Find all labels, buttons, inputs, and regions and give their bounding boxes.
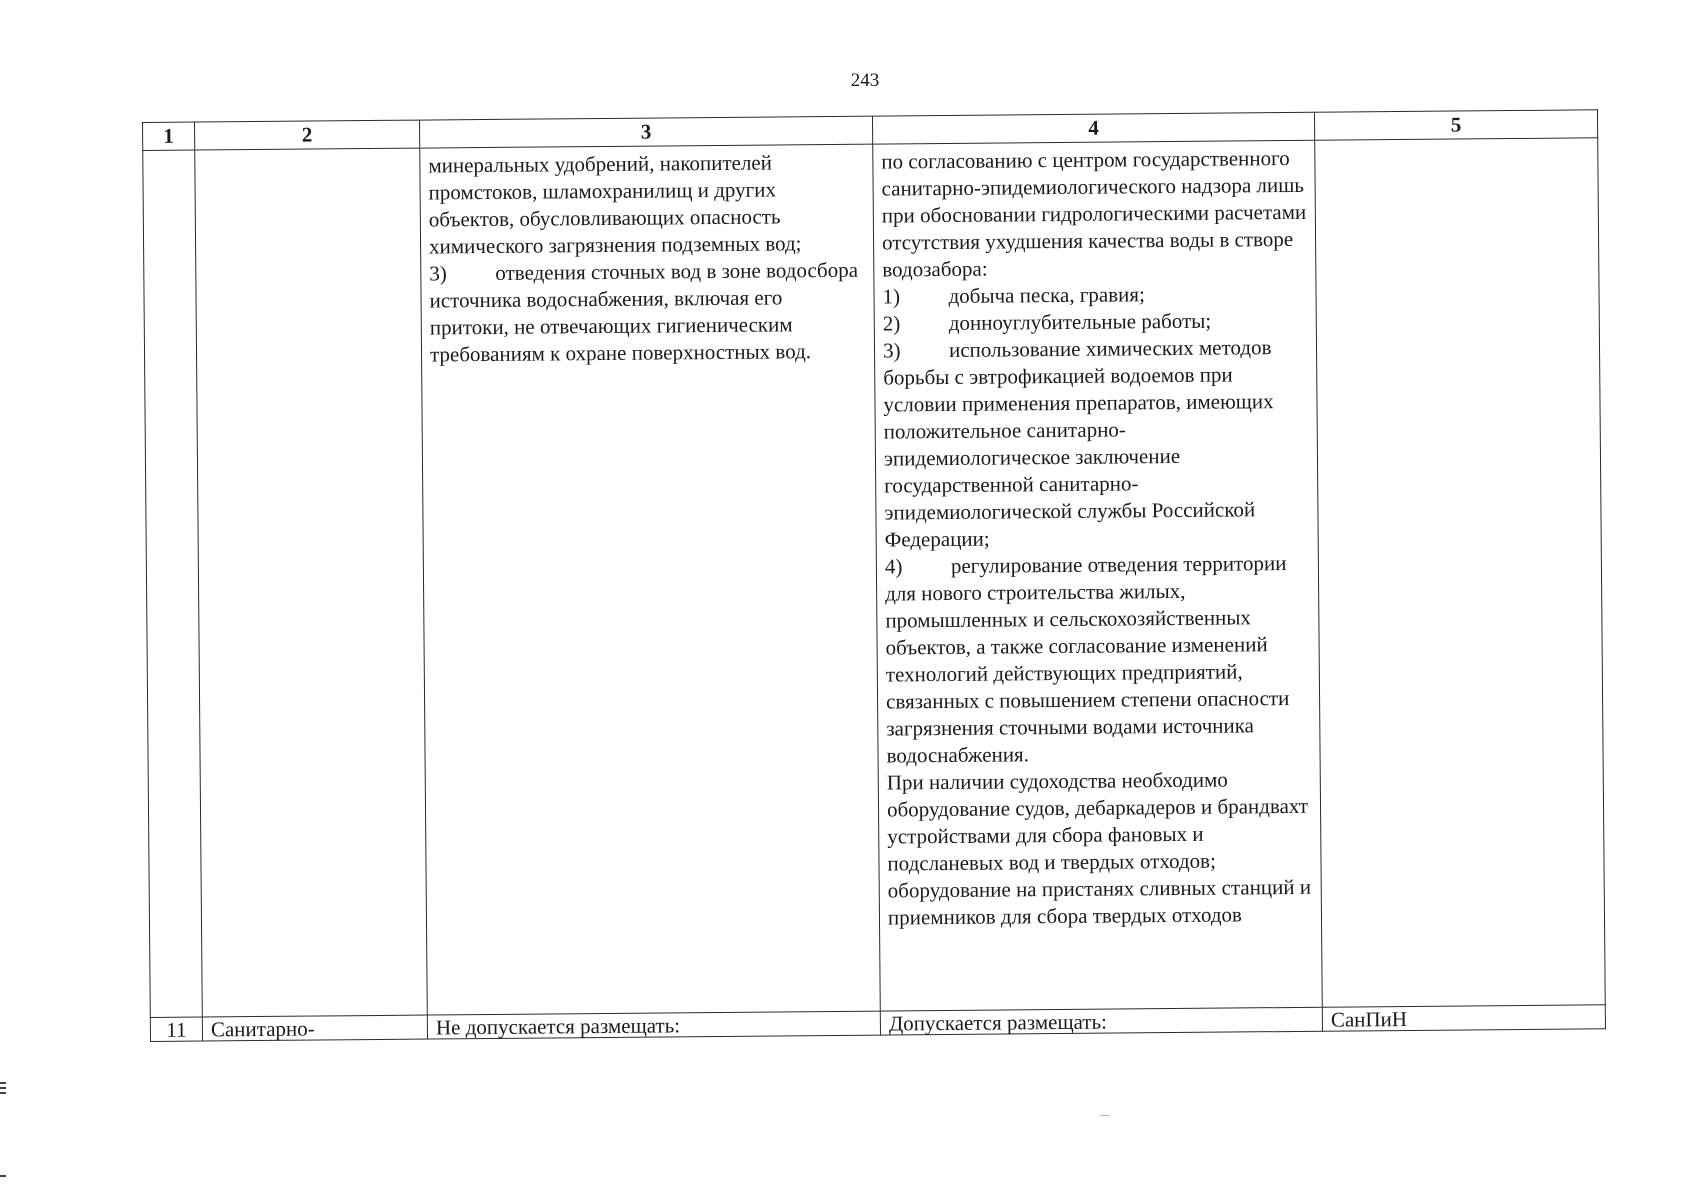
cell-number xyxy=(143,150,203,1017)
permitted-intro: по согласованию с центром государственного санитарно-эпидемиологического надзора лишь при обосновании гидрологическими расчетами отсутствия ухудшения качества воды в створе водозабора: xyxy=(881,145,1307,282)
cell-zone-name xyxy=(195,148,428,1017)
cell-reference: СанПиН xyxy=(1322,1005,1605,1031)
item-number: 1) xyxy=(882,284,901,309)
margin-mark xyxy=(0,1175,6,1177)
permitted-item-3 xyxy=(883,334,1310,554)
permitted-item-1 xyxy=(882,280,1307,311)
header-col-1: 1 xyxy=(143,122,195,150)
permitted-outro: При наличии судоходства необходимо оборудование судов, дебаркадеров и брандвахт устройствами для сбора фановых и подсланевых вод и твердых отходов; оборудование на пристанях сливных станций и приемников для сбора твердых отходов xyxy=(886,767,1312,930)
cell-reference xyxy=(1315,138,1606,1007)
item-number: 4) xyxy=(884,554,903,579)
item-text: отведения сточных вод в зоне водосбора источника водоснабжения, включая его притоки, не отвечающих гигиеническим требованиям к охране поверхностных вод. xyxy=(429,257,859,367)
prohibited-item-3 xyxy=(429,257,866,369)
item-text: донноуглубительные работы; xyxy=(948,308,1212,335)
cell-prohibited: Не допускается размещать: xyxy=(427,1011,880,1039)
margin-mark xyxy=(0,1082,6,1084)
item-number: 2) xyxy=(882,311,901,336)
permitted-item-4 xyxy=(885,550,1312,770)
item-number: 3) xyxy=(882,338,901,363)
prohibited-text: минеральных удобрений, накопителей промстоков, шламохранилищ и других объектов, обусловливающих опасность химического загрязнения подземных вод; xyxy=(428,150,802,259)
header-col-4: 4 xyxy=(872,112,1314,144)
table-row-continued xyxy=(143,138,1606,1018)
margin-mark xyxy=(0,1087,6,1089)
scan-artifact xyxy=(1100,1115,1110,1116)
header-col-5: 5 xyxy=(1314,110,1597,140)
cell-permitted: Допускается размещать: xyxy=(880,1007,1322,1035)
item-number: 3) xyxy=(429,261,447,286)
cell-zone-name: Санитарно- xyxy=(202,1015,427,1041)
header-col-3: 3 xyxy=(419,116,872,148)
regulation-table xyxy=(142,109,1606,1042)
page-number: 243 xyxy=(850,70,880,91)
margin-mark xyxy=(0,1092,6,1094)
item-text: использование химических методов борьбы с эвтрофикацией водоемов при условии применения препаратов, имеющих положительное санитарно-эпидемиологическое заключение государственной санитарно-эпидемиологической службы Российской Федерации; xyxy=(883,335,1274,552)
cell-permitted xyxy=(873,140,1323,1011)
permitted-item-2 xyxy=(883,307,1308,338)
cell-number: 11 xyxy=(150,1017,202,1041)
cell-prohibited xyxy=(420,144,881,1015)
item-text: регулирование отведения территории для нового строительства жилых, промышленных и сельскохозяйственных объектов, а также согласование изменений технологий действующих предприятий, связанных с повышением степени опасности загрязнения сточными водами источника водоснабжения. xyxy=(885,551,1290,768)
header-col-2: 2 xyxy=(195,120,420,150)
item-text: добыча песка, гравия; xyxy=(948,282,1145,308)
